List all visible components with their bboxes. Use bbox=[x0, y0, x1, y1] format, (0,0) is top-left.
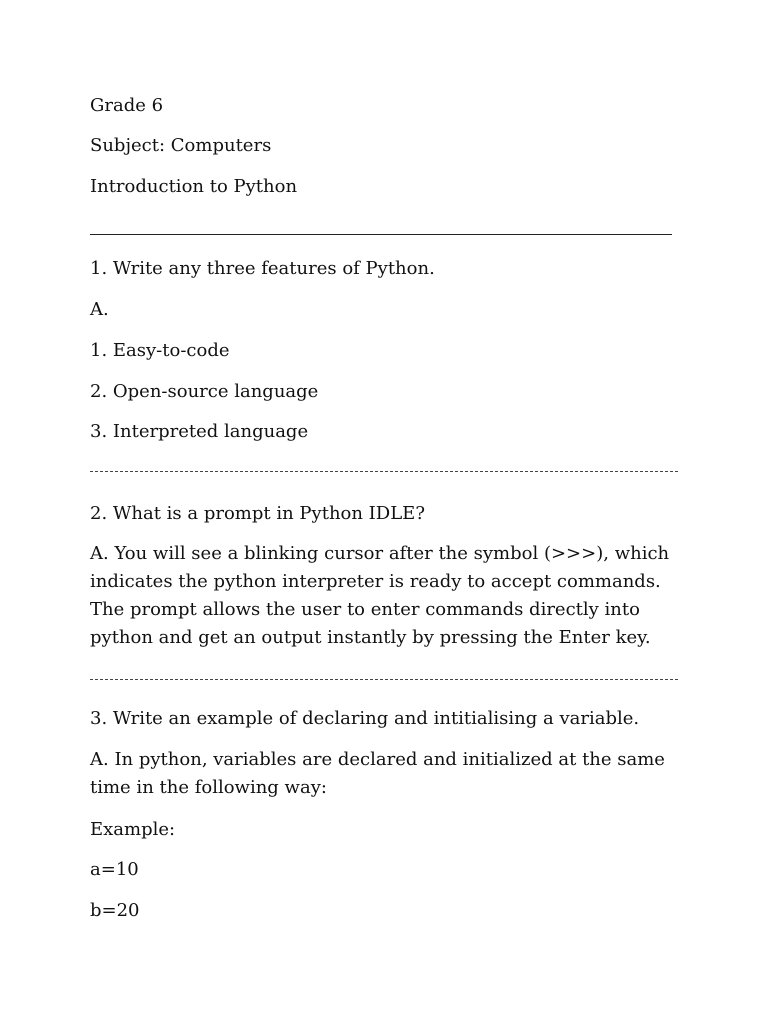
question-3: 3. Write an example of declaring and intitialising a variable. bbox=[90, 708, 640, 729]
code-line-2: b=20 bbox=[90, 900, 140, 921]
answer-1-point-1: 1. Easy-to-code bbox=[90, 340, 230, 361]
code-line-1: a=10 bbox=[90, 859, 139, 880]
question-2: 2. What is a prompt in Python IDLE? bbox=[90, 503, 425, 524]
answer-2-text: A. You will see a blinking cursor after the symbol (>>>), which indicates the python interpreter is ready to accept commands. The prompt allows the user to enter commands directly into python and get an output instantly by pressing the Enter key. bbox=[90, 543, 670, 648]
answer-1-label: A. bbox=[90, 299, 109, 320]
header-separator-line bbox=[90, 234, 672, 235]
section-separator-1 bbox=[90, 471, 678, 472]
example-label: Example: bbox=[90, 819, 176, 840]
question-1: 1. Write any three features of Python. bbox=[90, 258, 435, 279]
answer-1-point-3: 3. Interpreted language bbox=[90, 421, 309, 442]
grade-line: Grade 6 bbox=[90, 95, 164, 116]
answer-3-text: A. In python, variables are declared and initialized at the same time in the following way: bbox=[90, 749, 665, 798]
section-separator-2 bbox=[90, 679, 678, 680]
topic-title: Introduction to Python bbox=[90, 176, 298, 197]
answer-1-point-2: 2. Open-source language bbox=[90, 381, 319, 402]
subject-line: Subject: Computers bbox=[90, 135, 272, 156]
